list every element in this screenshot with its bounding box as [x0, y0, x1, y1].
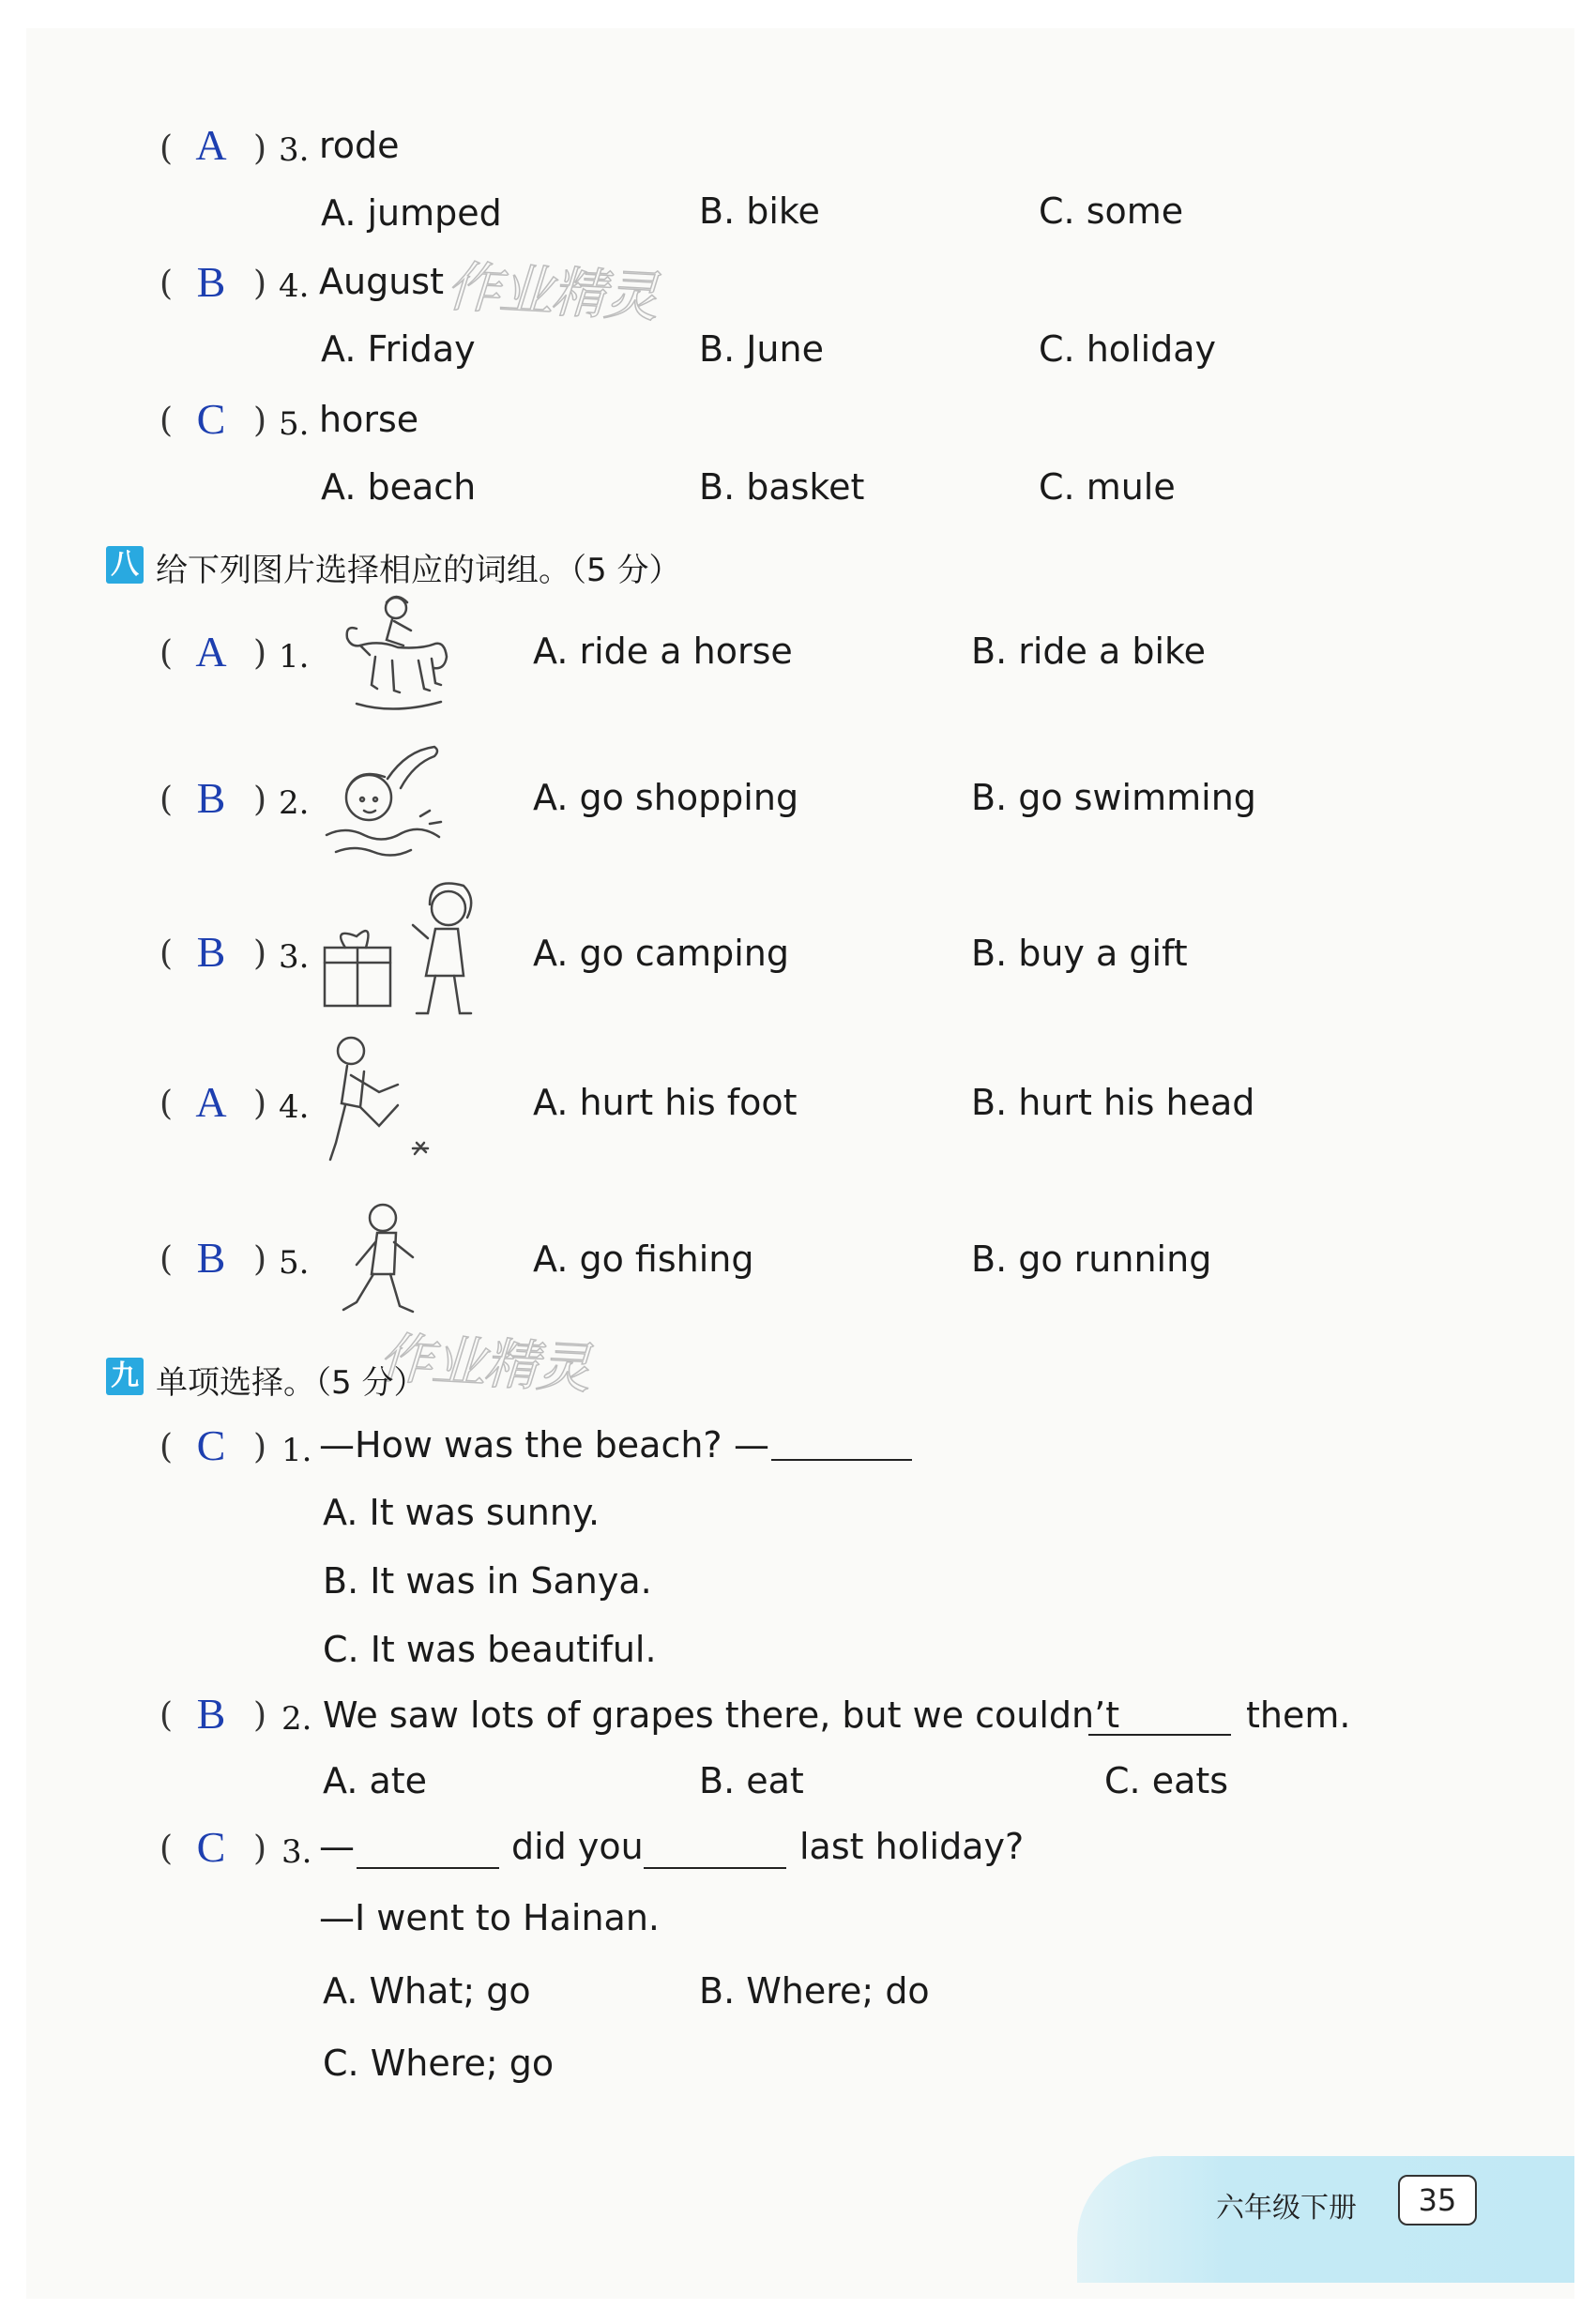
section-title: 给下列图片选择相应的词组。（5 分）: [156, 552, 681, 589]
question-text: —How was the beach?: [319, 1424, 722, 1466]
answer-mark: C: [196, 1823, 226, 1871]
right-paren: ): [253, 129, 267, 168]
question-word: rode: [319, 125, 400, 166]
question-text: We saw lots of grapes there, but we couldn’t: [323, 1694, 1120, 1736]
right-paren: ): [253, 781, 267, 819]
gift-girl-picture: [317, 882, 486, 1032]
option-b: B. ride a bike: [971, 630, 1207, 672]
swimming-picture: [317, 741, 458, 873]
left-paren: (: [160, 1696, 174, 1735]
left-paren: (: [160, 1830, 174, 1868]
section-badge: 九: [106, 1358, 144, 1395]
left-paren: (: [160, 1240, 174, 1279]
question-text: did you: [511, 1826, 644, 1867]
question-number: 5.: [279, 405, 310, 443]
option-b: B. bike: [699, 190, 820, 232]
right-paren: ): [253, 1085, 267, 1123]
answer-blank: [644, 1867, 786, 1869]
option-a: A. go camping: [533, 933, 790, 974]
option-b: B. June: [699, 328, 824, 370]
option-a: A. go shopping: [533, 777, 799, 818]
left-paren: (: [160, 402, 174, 440]
answer-blank: [1088, 1734, 1231, 1736]
left-paren: (: [160, 934, 174, 973]
option-a: A. go fishing: [533, 1238, 754, 1280]
right-paren: ): [253, 1240, 267, 1279]
left-paren: (: [160, 265, 174, 303]
option-c: C. It was beautiful.: [323, 1629, 657, 1670]
hurt-foot-picture: [319, 1032, 450, 1173]
option-c: C. mule: [1039, 466, 1176, 508]
option-a: A. What; go: [323, 1970, 531, 2012]
watermark: 作业精灵: [445, 254, 659, 329]
question-number: 2.: [281, 1700, 312, 1738]
answer-dash: —: [319, 1826, 355, 1867]
right-paren: ): [253, 1830, 267, 1868]
watermark: 作业精灵: [377, 1326, 591, 1401]
answer-mark: C: [196, 395, 226, 443]
option-a: A. Friday: [321, 328, 476, 370]
question-number: 3.: [279, 131, 310, 169]
left-paren: (: [160, 1085, 174, 1123]
question-number: 1.: [279, 638, 310, 676]
question-number: 3.: [281, 1833, 312, 1871]
question-number: 1.: [281, 1432, 312, 1469]
option-b: B. It was in Sanya.: [323, 1560, 652, 1602]
horse-rider-picture: [338, 591, 450, 718]
question-number: 4.: [279, 267, 310, 305]
right-paren: ): [253, 265, 267, 303]
question-word: horse: [319, 399, 419, 440]
answer-mark: B: [196, 774, 226, 822]
option-b: B. go swimming: [971, 777, 1256, 818]
answer-mark: B: [196, 928, 226, 976]
answer-blank: [771, 1459, 912, 1461]
option-c: C. some: [1039, 190, 1184, 232]
option-a: A. ride a horse: [533, 630, 793, 672]
section-title: 单项选择。（5 分）: [156, 1364, 426, 1402]
option-a: A. jumped: [321, 192, 502, 234]
answer-mark: C: [196, 1421, 226, 1469]
answer-dash: —: [734, 1424, 769, 1466]
option-b: B. hurt his head: [971, 1082, 1255, 1123]
left-paren: (: [160, 1428, 174, 1466]
option-b: B. eat: [699, 1760, 804, 1801]
option-b: B. Where; do: [699, 1970, 930, 2012]
right-paren: ): [253, 1428, 267, 1466]
answer-mark: B: [196, 1690, 226, 1738]
answer-mark: A: [195, 121, 227, 169]
option-c: C. eats: [1104, 1760, 1229, 1801]
option-a: A. beach: [321, 466, 477, 508]
answer-mark: A: [195, 628, 227, 676]
option-c: C. Where; go: [323, 2043, 555, 2084]
option-b: B. buy a gift: [971, 933, 1188, 974]
answer-mark: A: [195, 1078, 227, 1126]
question-number: 4.: [279, 1088, 310, 1126]
answer-mark: B: [196, 258, 226, 306]
section-badge: 八: [106, 546, 144, 584]
option-c: C. holiday: [1039, 328, 1217, 370]
option-a: A. ate: [323, 1760, 428, 1801]
page-number: 35: [1398, 2175, 1477, 2225]
question-word: August: [319, 261, 444, 302]
question-number: 2.: [279, 784, 310, 822]
left-paren: (: [160, 781, 174, 819]
answer-mark: B: [196, 1234, 226, 1282]
question-number: 5.: [279, 1244, 310, 1282]
option-b: B. go running: [971, 1238, 1212, 1280]
right-paren: ): [253, 634, 267, 673]
right-paren: ): [253, 402, 267, 440]
right-paren: ): [253, 1696, 267, 1735]
question-text-end: them.: [1246, 1694, 1351, 1736]
answer-blank: [357, 1867, 499, 1869]
question-number: 3.: [279, 938, 310, 976]
left-paren: (: [160, 129, 174, 168]
grade-label: 六年级下册: [1216, 2192, 1357, 2225]
option-a: A. It was sunny.: [323, 1492, 600, 1533]
left-paren: (: [160, 634, 174, 673]
question-text-end: last holiday?: [799, 1826, 1025, 1867]
reply-text: —I went to Hainan.: [319, 1897, 660, 1938]
right-paren: ): [253, 934, 267, 973]
option-a: A. hurt his foot: [533, 1082, 798, 1123]
option-b: B. basket: [699, 466, 865, 508]
